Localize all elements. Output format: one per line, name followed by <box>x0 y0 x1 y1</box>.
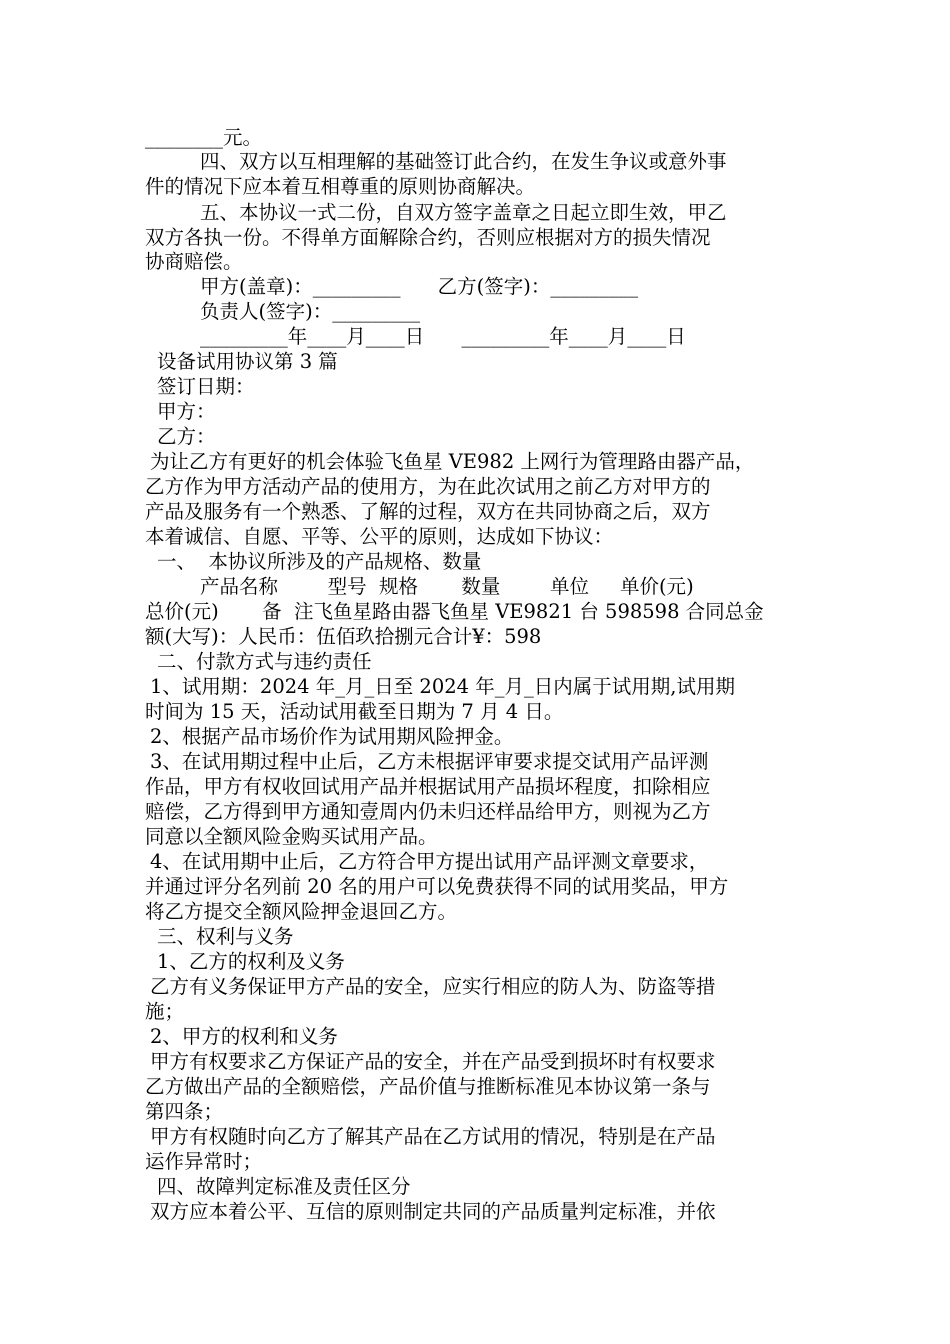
text-line: 双方应本着公平、互信的原则制定共同的产品质量判定标准，并依 <box>150 1200 716 1223</box>
text-line: 施； <box>145 1000 185 1023</box>
text-line: 运作异常时； <box>145 1150 263 1173</box>
text-line: 额(大写)：人民币：伍佰玖拾捌元合计¥：598 <box>145 625 542 648</box>
text-line: 四、双方以互相理解的基础签订此合约，在发生争议或意外事 <box>200 150 727 173</box>
text-line: 作品，甲方有权收回试用产品并根据试用产品损坏程度，扣除相应 <box>145 775 711 798</box>
table-header-line: 产品名称 型号 规格 数量 单位 单价(元) <box>200 575 694 598</box>
text-line: 将乙方提交全额风险押金退回乙方。 <box>145 900 458 923</box>
text-line: 并通过评分名列前 20 名的用户可以免费获得不同的试用奖品，甲方 <box>145 875 729 898</box>
text-line: 第四条； <box>145 1100 224 1123</box>
text-line: 同意以全额风险金购买试用产品。 <box>145 825 438 848</box>
text-line: 甲方有权要求乙方保证产品的安全，并在产品受到损坏时有权要求 <box>150 1050 716 1073</box>
heading: 二、付款方式与违约责任 <box>157 650 372 673</box>
text-line: 赔偿，乙方得到甲方通知壹周内仍未归还样品给甲方，则视为乙方 <box>145 800 711 823</box>
text-line: 时间为 15 天，活动试用截至日期为 7 月 4 日。 <box>145 700 564 723</box>
heading: 三、权利与义务 <box>157 925 294 948</box>
text-line: 乙方做出产品的全额赔偿，产品价值与推断标准见本协议第一条与 <box>145 1075 711 1098</box>
subheading: 2、甲方的权利和义务 <box>150 1025 338 1048</box>
text-line: 总价(元) 备 注飞鱼星路由器飞鱼星 VE9821 台 598598 合同总金 <box>145 600 764 623</box>
text-line: 2、根据产品市场价作为试用期风险押金。 <box>150 725 514 748</box>
heading: 一、 本协议所涉及的产品规格、数量 <box>157 550 482 573</box>
heading: 四、故障判定标准及责任区分 <box>157 1175 411 1198</box>
text-line: 双方各执一份。不得单方面解除合约，否则应根据对方的损失情况 <box>145 226 711 249</box>
text-line: 1、试用期：2024 年_月_日至 2024 年_月_日内属于试用期,试用期 <box>150 675 735 698</box>
text-line: 五、本协议一式二份，自双方签字盖章之日起立即生效，甲乙 <box>200 201 727 224</box>
signature-line: 负责人(签字)：_________ <box>200 300 420 323</box>
text-line: 件的情况下应本着互相尊重的原则协商解决。 <box>145 175 536 198</box>
date-line: _________年____月____日 _________年____月____日 <box>200 325 686 348</box>
text-line: 3、在试用期过程中止后，乙方未根据评审要求提交试用产品评测 <box>150 750 709 773</box>
text-line: 签订日期： <box>157 375 255 398</box>
text-line: 为让乙方有更好的机会体验飞鱼星 VE982 上网行为管理路由器产品， <box>150 450 755 473</box>
text-line: 乙方有义务保证甲方产品的安全，应实行相应的防人为、防盗等措 <box>150 975 716 998</box>
text-line: 产品及服务有一个熟悉、了解的过程，双方在共同协商之后，双方 <box>145 500 711 523</box>
section-title: 设备试用协议第 3 篇 <box>157 350 338 373</box>
text-line: 乙方作为甲方活动产品的使用方，为在此次试用之前乙方对甲方的 <box>145 475 711 498</box>
subheading: 1、乙方的权利及义务 <box>157 950 345 973</box>
text-line: 乙方： <box>157 425 216 448</box>
text-line: 甲方： <box>157 400 216 423</box>
text-line: 协商赔偿。 <box>145 250 243 273</box>
text-line: 本着诚信、自愿、平等、公平的原则，达成如下协议： <box>145 525 614 548</box>
text-line: 甲方有权随时向乙方了解其产品在乙方试用的情况，特别是在产品 <box>150 1125 716 1148</box>
signature-line: 甲方(盖章)：_________ 乙方(签字)：_________ <box>200 275 639 298</box>
text-line: 4、在试用期中止后，乙方符合甲方提出试用产品评测文章要求， <box>150 850 709 873</box>
text-line: ________元。 <box>145 126 263 149</box>
